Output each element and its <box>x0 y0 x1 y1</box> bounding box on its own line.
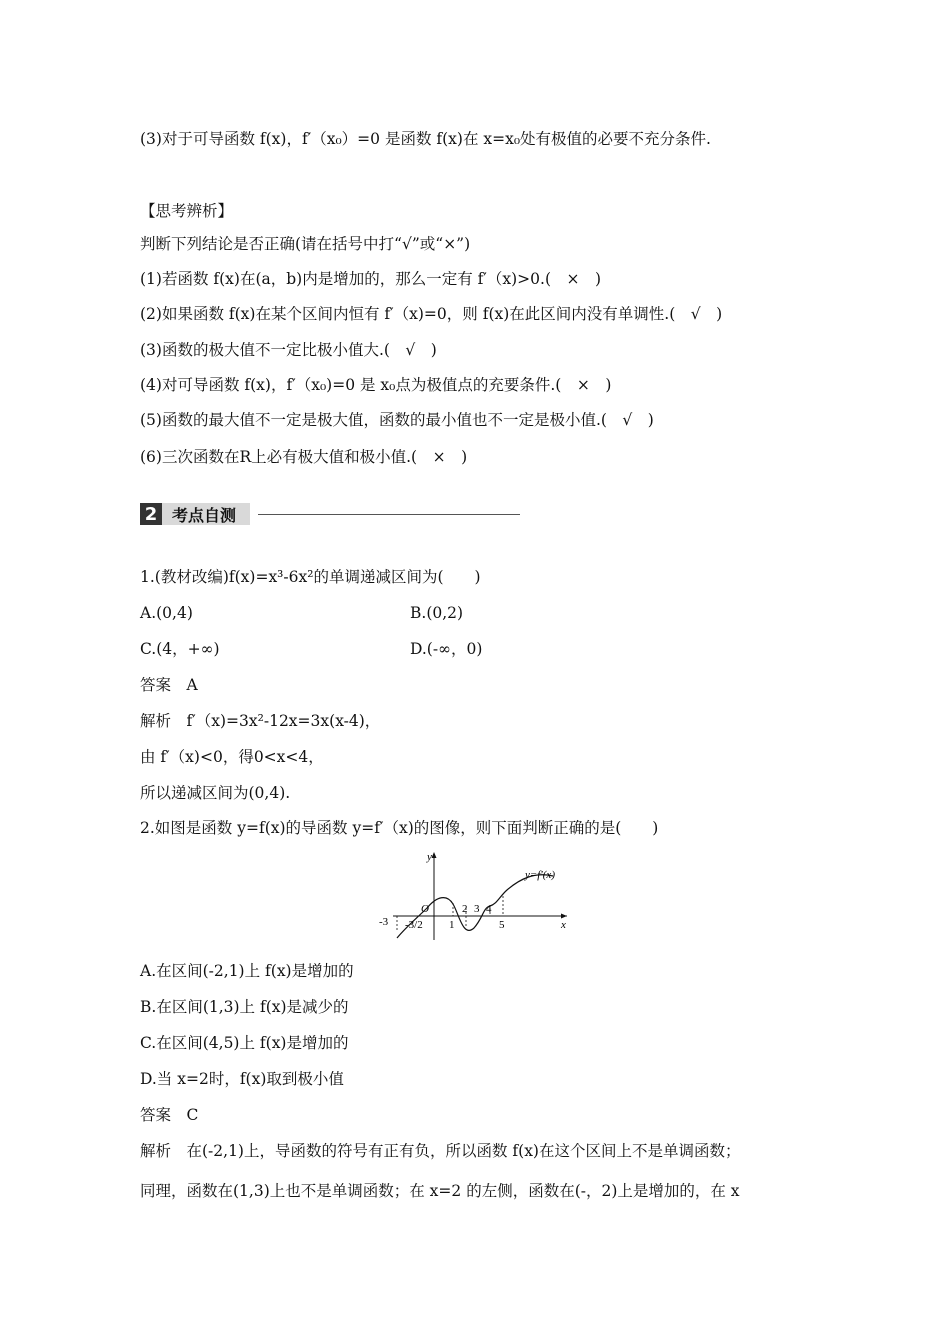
y-axis-label: y <box>427 851 432 863</box>
property-item-3: (3)对于可导函数 f(x)，f′（x₀）=0 是函数 f(x)在 x=x₀处有极值的必要不充分条件. <box>140 130 711 148</box>
q1-option-a: A.(0,4) <box>140 604 193 622</box>
q1-option-d: D.(-∞，0) <box>410 640 483 658</box>
y-axis-arrow-icon <box>432 852 437 858</box>
section-header <box>140 502 520 526</box>
q1-analysis-line-3: 所以递减区间为(0,4). <box>140 784 291 802</box>
curve-label: y=f′(x) <box>525 869 555 881</box>
judgement-item-4: (4)对可导函数 f(x)，f′（x₀)=0 是 x₀点为极值点的充要条件.( × ) <box>140 376 612 394</box>
origin-label: O <box>421 903 429 915</box>
judgement-item-6: (6)三次函数在R上必有极大值和极小值.( × ) <box>140 448 468 466</box>
q2-option-b: B.在区间(1,3)上 f(x)是减少的 <box>140 998 349 1016</box>
section-number: 2 <box>140 503 162 525</box>
q2-option-d: D.当 x=2时，f(x)取到极小值 <box>140 1070 344 1088</box>
judgement-item-2: (2)如果函数 f(x)在某个区间内恒有 f′（x)=0，则 f(x)在此区间内没有单调性.( √ ) <box>140 305 723 323</box>
q2-stem: 2.如图是函数 y=f(x)的导函数 y=f′（x)的图像，则下面判断正确的是( ) <box>140 819 659 837</box>
tick-label-2: 2 <box>462 903 468 915</box>
tick-label-5: 5 <box>499 919 505 931</box>
thinking-heading: 【思考辨析】 <box>140 202 234 220</box>
tick-label-1: 1 <box>449 919 455 931</box>
section-rule <box>258 514 520 515</box>
tick-label-4: 4 <box>486 903 492 915</box>
q2-analysis-line-2: 同理，函数在(1,3)上也不是单调函数；在 x=2 的左侧，函数在(-，2)上是增加的，在 x <box>140 1182 740 1200</box>
q1-stem: 1.(教材改编)f(x)=x³-6x²的单调递减区间为( ) <box>140 568 481 586</box>
q1-option-b: B.(0,2) <box>410 604 464 622</box>
q2-option-c: C.在区间(4,5)上 f(x)是增加的 <box>140 1034 349 1052</box>
q2-option-a: A.在区间(-2,1)上 f(x)是增加的 <box>140 962 354 980</box>
tick-label-3: 3 <box>474 903 480 915</box>
q1-option-c: C.(4，+∞) <box>140 640 220 658</box>
judgement-item-1: (1)若函数 f(x)在(a，b)内是增加的，那么一定有 f′（x)>0.( × ) <box>140 270 602 288</box>
derivative-graph <box>375 848 575 943</box>
section-title: 考点自测 <box>162 503 250 525</box>
thinking-instruction: 判断下列结论是否正确(请在括号中打“√”或“×”) <box>140 235 471 253</box>
q1-answer: 答案 A <box>140 676 198 694</box>
tick-label-neg3: -3 <box>379 916 389 928</box>
q2-answer: 答案 C <box>140 1106 199 1124</box>
x-axis-arrow-icon <box>561 914 567 919</box>
judgement-item-3: (3)函数的极大值不一定比极小值大.( √ ) <box>140 341 437 359</box>
tick-label-neg3-2: -3/2 <box>405 919 423 931</box>
q2-analysis-line-1: 解析 在(-2,1)上，导函数的符号有正有负，所以函数 f(x)在这个区间上不是单调函数； <box>140 1142 741 1160</box>
x-axis-label: x <box>561 919 566 931</box>
q1-analysis-line-1: 解析 f′（x)=3x²-12x=3x(x-4)， <box>140 712 381 730</box>
judgement-item-5: (5)函数的最大值不一定是极大值，函数的最小值也不一定是极小值.( √ ) <box>140 411 654 429</box>
q1-analysis-line-2: 由 f′（x)<0，得0<x<4， <box>140 748 324 766</box>
